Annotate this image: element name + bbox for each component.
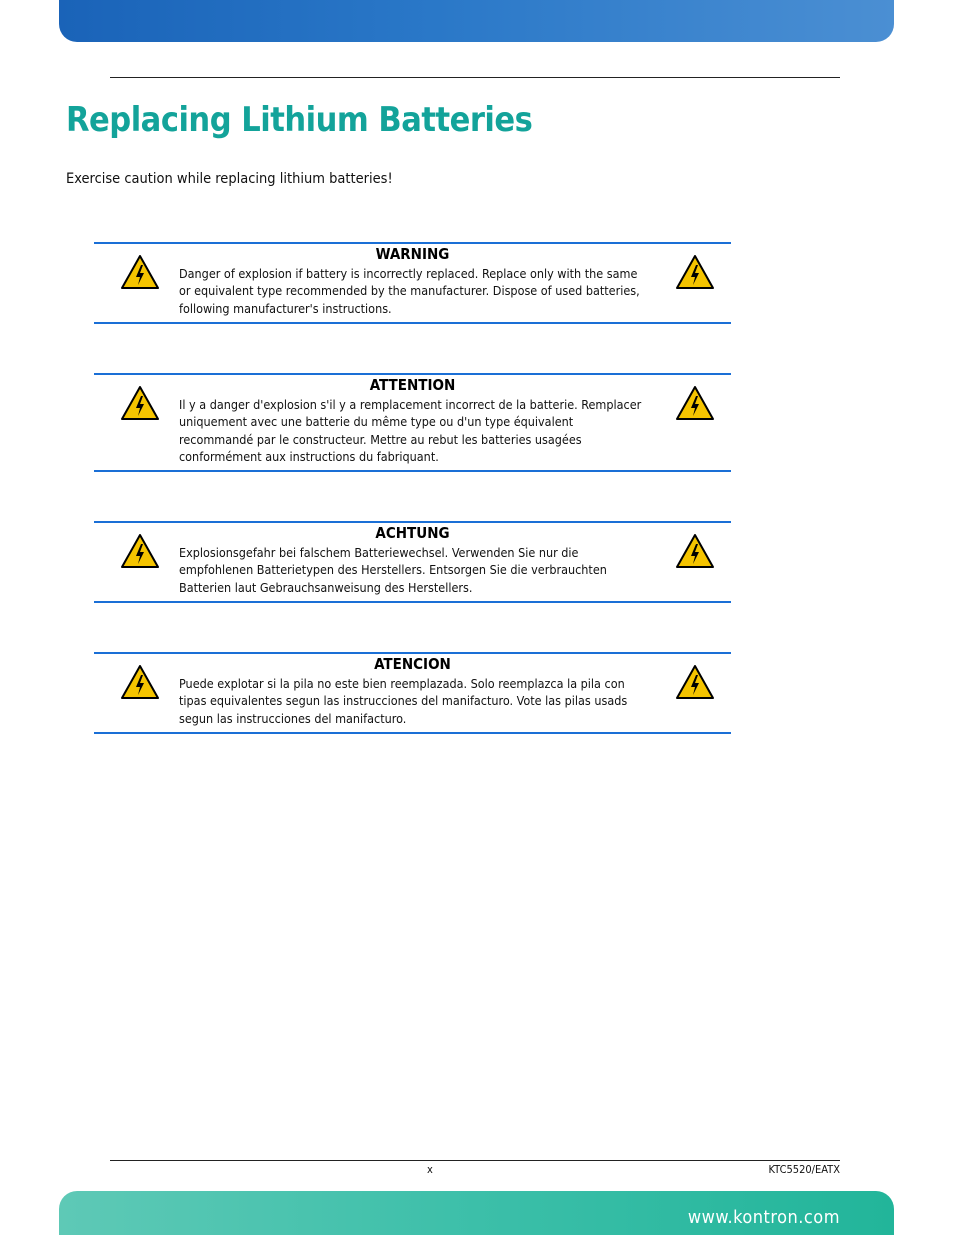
document-id: KTC5520/EATX <box>768 1163 840 1176</box>
intro-text: Exercise caution while replacing lithium batteries! <box>66 171 393 187</box>
website-link[interactable]: www.kontron.com <box>687 1207 840 1228</box>
bottom-banner <box>59 1191 894 1235</box>
high-voltage-warning-icon <box>675 664 715 700</box>
warning-box-french <box>94 373 731 472</box>
warning-title: WARNING <box>375 245 450 263</box>
high-voltage-warning-icon <box>675 254 715 290</box>
top-banner <box>59 0 894 42</box>
header-rule <box>110 77 840 78</box>
high-voltage-warning-icon <box>120 385 160 421</box>
high-voltage-warning-icon <box>675 385 715 421</box>
page-title: Replacing Lithium Batteries <box>66 100 533 140</box>
warning-title: ATENCION <box>374 655 451 673</box>
warning-text: Il y a danger d'explosion s'il y a remplacement incorrect de la batterie. Remplacer uniquement avec une batterie du même type ou d'un type équivalent recommandé par le constructeur. Mettre au rebut les batteries usagées conformément aux instructions du fabriquant. <box>179 397 642 464</box>
warning-box-spanish <box>94 652 731 734</box>
warning-text: Explosionsgefahr bei falschem Batteriewechsel. Verwenden Sie nur die empfohlenen Batterietypen des Herstellers. Entsorgen Sie die verbrauchten Batterien laut Gebrauchsanweisung des Herstellers. <box>179 545 607 595</box>
high-voltage-warning-icon <box>120 533 160 569</box>
warning-box-german <box>94 521 731 603</box>
warning-title: ATTENTION <box>369 376 456 394</box>
warning-text: Puede explotar si la pila no este bien reemplazada. Solo reemplazca la pila con tipas equivalentes segun las instrucciones del manifacturo. Vote las pilas usads segun las instrucciones del manifacturo. <box>179 676 628 726</box>
page-number: x <box>427 1163 433 1176</box>
warning-title: ACHTUNG <box>375 524 450 542</box>
warning-box-english <box>94 242 731 324</box>
high-voltage-warning-icon <box>120 664 160 700</box>
footer-rule <box>110 1160 840 1161</box>
warning-text: Danger of explosion if battery is incorrectly replaced. Replace only with the same or equivalent type recommended by the manufacturer. Dispose of used batteries, following manufacturer's instructions. <box>179 266 640 316</box>
high-voltage-warning-icon <box>120 254 160 290</box>
high-voltage-warning-icon <box>675 533 715 569</box>
